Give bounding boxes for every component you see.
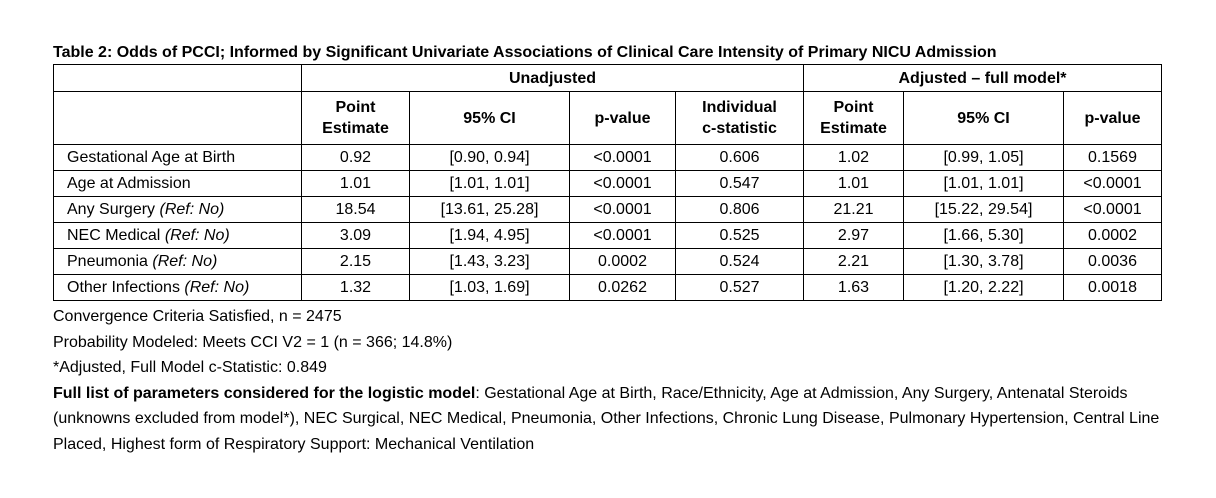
parameter-list-text: : Gestational Age at Birth, Race/Ethnicity, Age at Admission, Any Surgery, Antenatal Steroids (unknowns excluded from model*), NEC Surgical, NEC Medical, Pneumonia, Other Infections, Chronic Lung Disease, Pulmonary Hypertension, Central Line Placed, Highest form of Respiratory Support: Mechanical Ventilation	[53, 384, 1160, 453]
c-statistic: 0.606	[676, 145, 804, 171]
corner-cell	[54, 65, 302, 92]
table-row	[54, 145, 1162, 171]
table-row	[54, 197, 1162, 223]
unadjusted-p-value: <0.0001	[570, 145, 676, 171]
row-label	[54, 145, 302, 171]
column-header-row	[54, 92, 1162, 145]
convergence-note: Convergence Criteria Satisfied, n = 2475	[53, 308, 342, 325]
adjusted-ci: [1.66, 5.30]	[904, 223, 1064, 249]
table-notes	[53, 304, 1163, 457]
unadjusted-ci: [13.61, 25.28]	[410, 197, 570, 223]
row-label	[54, 223, 302, 249]
c-statistic: 0.547	[676, 171, 804, 197]
unadjusted-ci: [1.03, 1.69]	[410, 275, 570, 301]
unadjusted-ci-header: 95% CI	[410, 92, 570, 145]
odds-table	[53, 64, 1162, 301]
header-line: Point	[833, 99, 874, 116]
table-row	[54, 249, 1162, 275]
row-label	[54, 171, 302, 197]
adjusted-group-header: Adjusted – full model*	[804, 65, 1162, 92]
unadjusted-ci: [1.43, 3.23]	[410, 249, 570, 275]
group-header-row	[54, 65, 1162, 92]
adjusted-c-statistic-note: *Adjusted, Full Model c-Statistic: 0.849	[53, 359, 327, 376]
row-reference: (Ref: No)	[152, 253, 218, 270]
table-row	[54, 171, 1162, 197]
adjusted-p-value: <0.0001	[1064, 197, 1162, 223]
c-statistic: 0.527	[676, 275, 804, 301]
unadjusted-point-estimate: 1.32	[302, 275, 410, 301]
adjusted-ci-header: 95% CI	[904, 92, 1064, 145]
row-label	[54, 275, 302, 301]
row-label	[54, 197, 302, 223]
unadjusted-point-estimate: 18.54	[302, 197, 410, 223]
parameter-list-label: Full list of parameters considered for the logistic model	[53, 384, 476, 402]
row-label-text: Age at Admission	[67, 175, 191, 192]
header-line: Point	[335, 99, 376, 116]
table-row	[54, 275, 1162, 301]
c-statistic: 0.806	[676, 197, 804, 223]
adjusted-ci: [0.99, 1.05]	[904, 145, 1064, 171]
unadjusted-p-value-header: p-value	[570, 92, 676, 145]
unadjusted-p-value: 0.0002	[570, 249, 676, 275]
adjusted-p-value: 0.0002	[1064, 223, 1162, 249]
unadjusted-point-estimate: 0.92	[302, 145, 410, 171]
row-label-text: Gestational Age at Birth	[67, 149, 236, 166]
adjusted-point-estimate: 1.63	[804, 275, 904, 301]
adjusted-ci: [15.22, 29.54]	[904, 197, 1064, 223]
adjusted-point-estimate: 21.21	[804, 197, 904, 223]
unadjusted-p-value: 0.0262	[570, 275, 676, 301]
table-title: Table 2: Odds of PCCI; Informed by Significant Univariate Associations of Clinical Care Intensity of Primary NICU Admission	[53, 44, 997, 61]
unadjusted-p-value: <0.0001	[570, 197, 676, 223]
table-row	[54, 223, 1162, 249]
row-label	[54, 249, 302, 275]
adjusted-ci: [1.30, 3.78]	[904, 249, 1064, 275]
adjusted-point-estimate: 1.01	[804, 171, 904, 197]
document-page	[53, 42, 1163, 457]
row-reference: (Ref: No)	[184, 279, 250, 296]
unadjusted-point-estimate: 1.01	[302, 171, 410, 197]
unadjusted-point-estimate-header	[302, 92, 410, 145]
adjusted-p-value-header: p-value	[1064, 92, 1162, 145]
unadjusted-ci: [1.94, 4.95]	[410, 223, 570, 249]
adjusted-point-estimate: 2.97	[804, 223, 904, 249]
unadjusted-point-estimate: 3.09	[302, 223, 410, 249]
unadjusted-group-header: Unadjusted	[302, 65, 804, 92]
row-label-text: NEC Medical	[67, 227, 165, 244]
unadjusted-ci: [0.90, 0.94]	[410, 145, 570, 171]
unadjusted-point-estimate: 2.15	[302, 249, 410, 275]
c-statistic: 0.524	[676, 249, 804, 275]
row-label-text: Any Surgery	[67, 201, 160, 218]
adjusted-p-value: 0.0036	[1064, 249, 1162, 275]
header-line: c-statistic	[702, 120, 777, 137]
adjusted-ci: [1.01, 1.01]	[904, 171, 1064, 197]
adjusted-point-estimate-header	[804, 92, 904, 145]
adjusted-point-estimate: 1.02	[804, 145, 904, 171]
c-statistic-header	[676, 92, 804, 145]
adjusted-p-value: 0.0018	[1064, 275, 1162, 301]
unadjusted-p-value: <0.0001	[570, 223, 676, 249]
unadjusted-p-value: <0.0001	[570, 171, 676, 197]
row-label-text: Other Infections	[67, 279, 185, 296]
probability-note: Probability Modeled: Meets CCI V2 = 1 (n = 366; 14.8%)	[53, 333, 453, 351]
header-line: Estimate	[322, 120, 389, 137]
header-line: Estimate	[820, 120, 887, 137]
adjusted-ci: [1.20, 2.22]	[904, 275, 1064, 301]
header-line: Individual	[702, 99, 777, 116]
parameter-list-note	[53, 381, 1163, 458]
unadjusted-ci: [1.01, 1.01]	[410, 171, 570, 197]
row-reference: (Ref: No)	[164, 227, 230, 244]
row-label-text: Pneumonia	[67, 253, 153, 270]
adjusted-point-estimate: 2.21	[804, 249, 904, 275]
label-header-cell	[54, 92, 302, 145]
row-reference: (Ref: No)	[159, 201, 225, 218]
adjusted-p-value: <0.0001	[1064, 171, 1162, 197]
c-statistic: 0.525	[676, 223, 804, 249]
adjusted-p-value: 0.1569	[1064, 145, 1162, 171]
